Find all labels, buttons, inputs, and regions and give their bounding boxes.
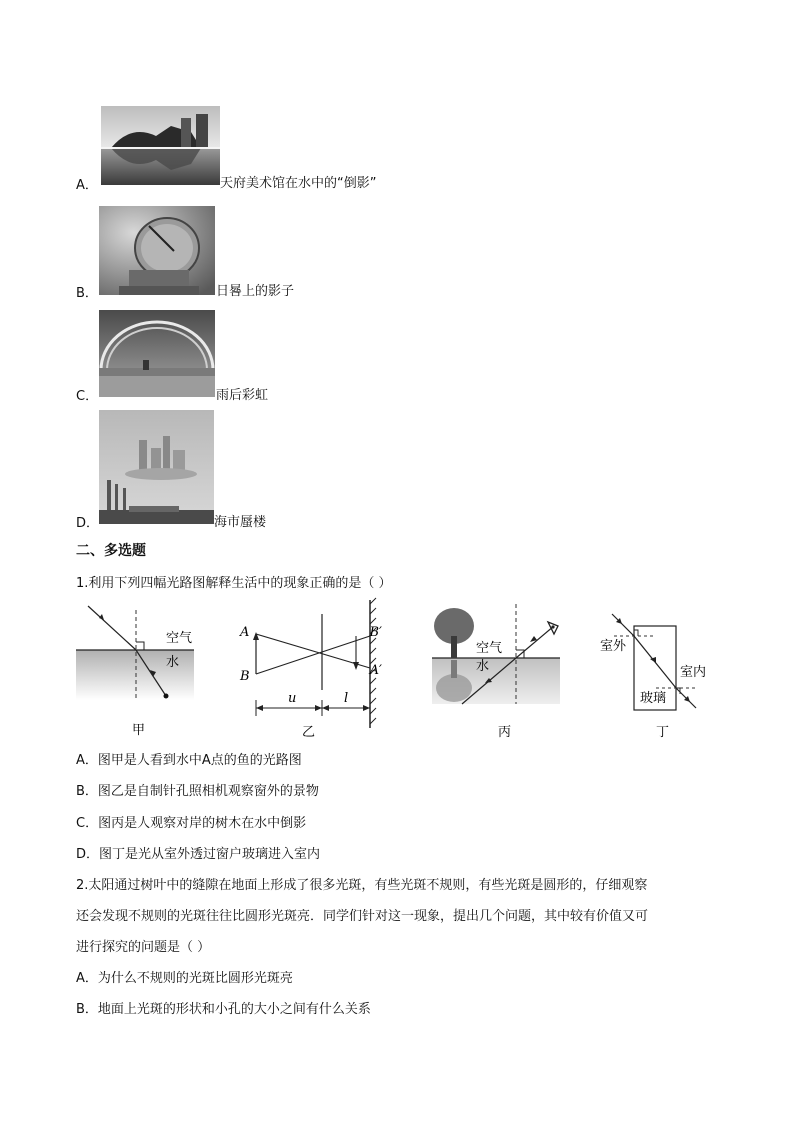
option-b-letter: B．	[76, 286, 98, 301]
yi-label-A: A	[240, 625, 250, 640]
mirage-photo	[99, 410, 214, 524]
jia-water-label: 水	[166, 655, 180, 670]
yi-label-u: u	[288, 691, 297, 706]
q2-stem-line-2: 还会发现不规则的光斑往往比圆形光斑亮．同学们针对这一现象，提出几个问题，其中较有价值又可	[76, 909, 649, 924]
art-museum-reflection-photo	[101, 106, 220, 185]
option-a-caption: 天府美术馆在水中的“倒影”	[220, 176, 377, 191]
ding-outdoor-label: 室外	[600, 639, 627, 654]
jia-caption: 甲	[132, 723, 146, 738]
q1-option-c[interactable]: C．图丙是人观察对岸的树木在水中倒影	[76, 816, 307, 831]
option-c-caption: 雨后彩虹	[216, 388, 269, 403]
rainbow-photo	[99, 310, 215, 397]
option-d-caption: 海市蜃楼	[214, 515, 267, 530]
q2-option-b[interactable]: B．地面上光斑的形状和小孔的大小之间有什么关系	[76, 1002, 371, 1017]
option-a-letter: A．	[76, 178, 98, 193]
sundial-photo	[99, 206, 215, 295]
jia-air-label: 空气	[166, 631, 193, 646]
option-b-caption: 日晷上的影子	[216, 284, 295, 299]
q1-stem: 1.利用下列四幅光路图解释生活中的现象正确的是（ ）	[76, 576, 392, 591]
figure-ding	[598, 608, 718, 738]
q1-option-a[interactable]: A．图甲是人看到水中A点的鱼的光路图	[76, 753, 302, 768]
yi-caption: 乙	[302, 725, 316, 738]
option-d-letter: D．	[76, 516, 100, 531]
section-title: 二、多选题	[76, 543, 146, 559]
figure-jia	[74, 598, 198, 738]
yi-label-A-prime: A′	[369, 663, 382, 678]
yi-label-l: l	[344, 691, 349, 706]
q2-stem-line-1: 2.太阳通过树叶中的缝隙在地面上形成了很多光斑，有些光斑不规则，有些光斑是圆形的，仔细观察	[76, 878, 648, 893]
figure-yi	[236, 596, 382, 738]
yi-label-B: B	[240, 669, 250, 684]
ding-caption: 丁	[656, 725, 670, 738]
bing-water-label: 水	[476, 659, 490, 674]
q2-option-a[interactable]: A．为什么不规则的光斑比圆形光斑亮	[76, 971, 293, 986]
option-c-letter: C．	[76, 389, 99, 404]
bing-caption: 丙	[498, 725, 512, 738]
yi-label-B-prime: B′	[369, 625, 382, 640]
figure-bing	[432, 600, 564, 738]
ding-glass-label: 玻璃	[640, 691, 667, 706]
q2-stem-line-3: 进行探究的问题是（ ）	[76, 940, 211, 955]
q1-option-b[interactable]: B．图乙是自制针孔照相机观察窗外的景物	[76, 784, 319, 799]
bing-air-label: 空气	[476, 641, 503, 656]
q1-option-d[interactable]: D．图丁是光从室外透过窗户玻璃进入室内	[76, 847, 321, 862]
ding-indoor-label: 室内	[680, 665, 707, 680]
